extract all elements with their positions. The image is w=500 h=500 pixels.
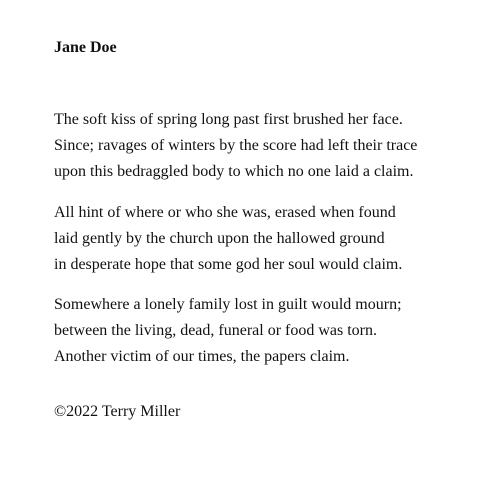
poem-line: between the living, dead, funeral or food was torn. [54,322,378,339]
poem-line: laid gently by the church upon the hallowed ground [54,230,385,247]
stanza-3 [54,292,402,370]
poem-title: Jane Doe [54,39,117,56]
poem-line: upon this bedraggled body to which no one laid a claim. [54,163,414,180]
poem-line: in desperate hope that some god her soul would claim. [54,256,403,273]
poem-line: Somewhere a lonely family lost in guilt would mourn; [54,296,402,313]
poem-line: Since; ravages of winters by the score had left their trace [54,137,418,154]
poem-line: All hint of where or who she was, erased when found [54,204,396,221]
copyright-notice: ©2022 Terry Miller [54,403,181,420]
stanza-1 [54,107,417,185]
poem-line: The soft kiss of spring long past first brushed her face. [54,111,403,128]
poem-line: Another victim of our times, the papers claim. [54,348,350,365]
stanza-2 [54,200,402,278]
